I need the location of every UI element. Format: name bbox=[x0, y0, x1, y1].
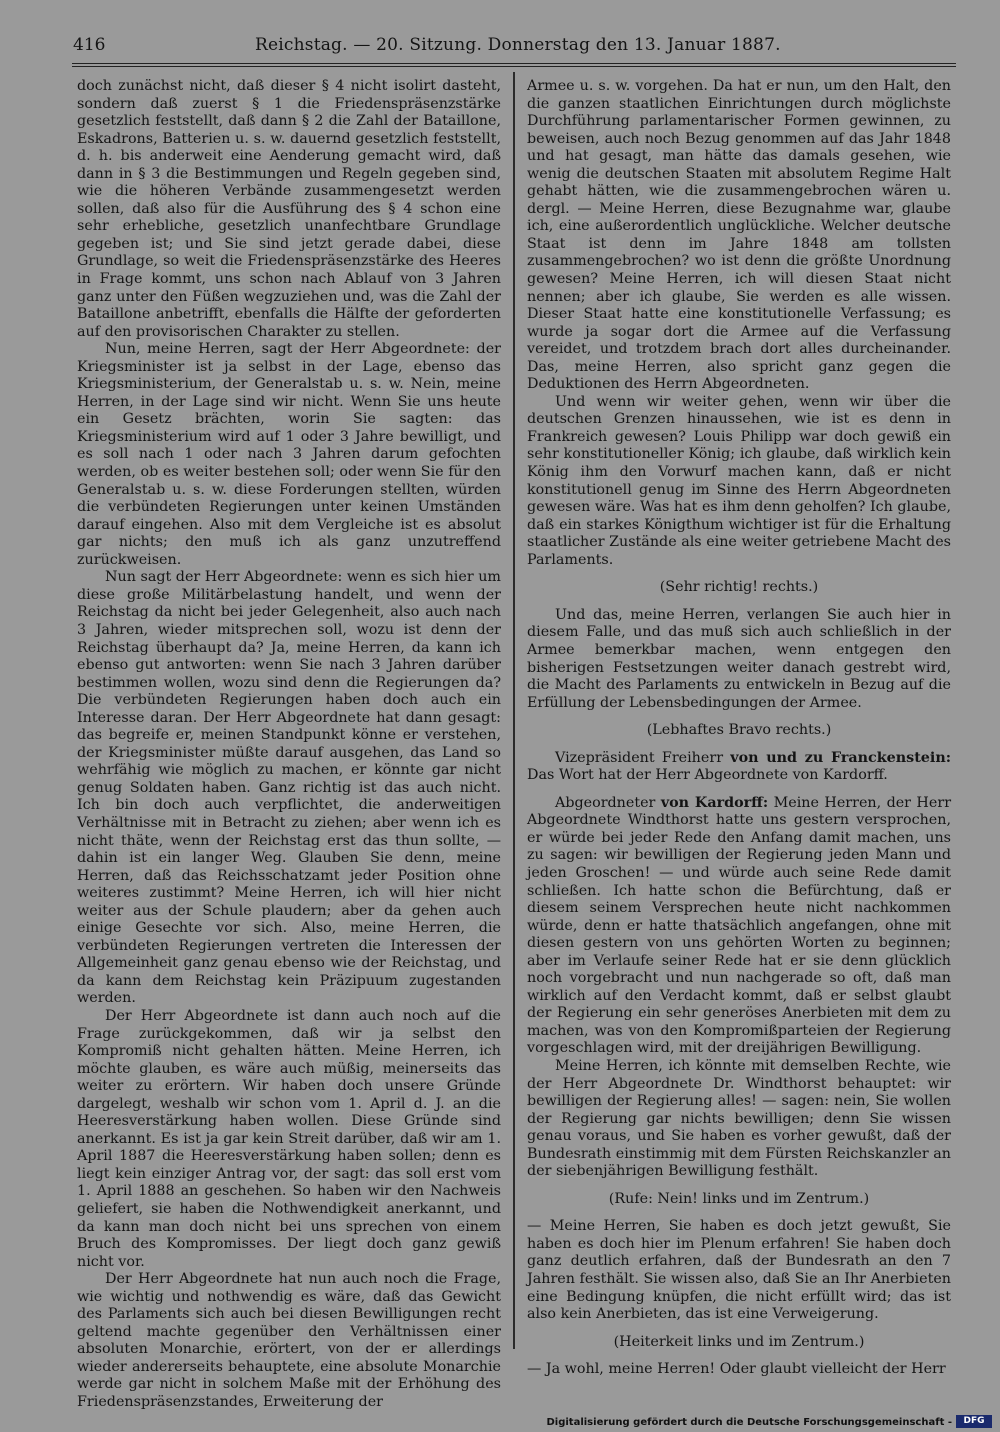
paragraph: Nun, meine Herren, sagt der Herr Abgeordnete: der Kriegsminister ist ja selbst in der Lage, ebenso das Kriegsministerium, der Generalstab u. s. w. Nein, meine Herren, in der Lage sind wir nicht. Wenn Sie uns heute ein Gesetz brächten, worin Sie sagten: das Kriegsministerium wird auf 1 oder 3 Jahre bewilligt, und es soll nach 1 oder nach 3 Jahren darum gefochten werden, ob es weiter bestehen soll; oder wenn Sie für den Generalstab u. s. w. diese Forderungen stellten, würden die verbündeten Regierungen unter keinen Umständen darauf eingehen. Also mit dem Vergleiche ist es absolut gar nichts; den muß ich als ganz unzutreffend zurückweisen. bbox=[77, 341, 501, 568]
running-head: Reichstag. — 20. Sitzung. Donnerstag den 13. Januar 1887. bbox=[255, 35, 781, 55]
paragraph: — Ja wohl, meine Herren! Oder glaubt vielleicht der Herr bbox=[527, 1361, 946, 1378]
paragraph: Der Herr Abgeordnete hat nun auch noch die Frage, wie wichtig und nothwendig es wäre, daß das Gewicht des Parlaments sich auch bei diesen Bewilligungen recht geltend machte gegenüber den Verhältnissen einer absoluten Monarchie, erörtert, von der er allerdings wieder andererseits behauptete, eine absolute Monarchie werde gar nicht in solchem Maße mit der Erhöhung des Friedenspräsenzstandes, Erweiterung der bbox=[77, 1271, 501, 1411]
paragraph: — Meine Herren, Sie haben es doch jetzt gewußt, Sie haben es doch hier im Plenum erfahren! Sie haben doch ganz deutlich erfahren, daß der Bundesrath an den 7 Jahren festhält. Sie wissen also, daß Sie an Ihr Anerbieten eine Bedingung knüpfen, die nicht erfüllt wird; das ist also kein Anerbieten, das ist eine Verweigerung. bbox=[527, 1218, 951, 1323]
speaker-role: Vizepräsident Freiherr bbox=[555, 749, 731, 766]
interjection: (Heiterkeit links und im Zentrum.) bbox=[613, 1333, 865, 1350]
paragraph: Und das, meine Herren, verlangen Sie auch hier in diesem Falle, und das muß sich auch schließlich in der Armee bemerkbar machen, wenn entgegen den bisherigen Festsetzungen weiter danach gestrebt wird, die Macht des Parlaments zu entwickeln in Bezug auf die Erfüllung der Lebensbedingungen der Armee. bbox=[527, 606, 951, 711]
paragraph: Armee u. s. w. vorgehen. Da hat er nun, um den Halt, den die ganzen staatlichen Einrichtungen durch möglichste Durchführung parlamentarischer Formen gewinnen, zu beweisen, auch noch Bezug genommen auf das Jahr 1848 und hat gesagt, man hätte das damals gesehen, wie wenig die deutschen Staaten mit absolutem Regime Halt gehabt hätten, wie die zusammengebrochen wären u. dergl. — Meine Herren, diese Bezugnahme war, glaube ich, eine außerordentlich unglückliche. Welcher deutsche Staat ist denn im Jahre 1848 am tollsten zusammengebrochen? wo ist denn die größte Unordnung gewesen? Meine Herren, ich will diesen Staat nicht nennen; aber ich glaube, Sie werden es alle wissen. Dieser Staat hatte eine konstitutionelle Verfassung; es wurde ja sogar dort die Armee auf die Verfassung vereidet, und trotzdem brach dort alles durcheinander. Das, meine Herren, also spricht ganz gegen die Deduktionen des Herrn Abgeordneten. bbox=[527, 78, 951, 393]
interjection: (Rufe: Nein! links und im Zentrum.) bbox=[608, 1190, 870, 1207]
speaker-name: von Kardorff: bbox=[660, 794, 769, 811]
interjection: (Sehr richtig! rechts.) bbox=[659, 579, 819, 596]
paragraph: Nun sagt der Herr Abgeordnete: wenn es sich hier um diese große Militärbelastung handelt, und wenn der Reichstag da nicht bei jeder Gelegenheit, also auch nach 3 Jahren, wieder mitsprechen soll, wozu ist denn der Reichstag überhaupt da? Ja, meine Herren, da kann ich ebenso gut antworten: wenn Sie nach 3 Jahren darüber bestimmen wollen, wozu sind denn die Regierungen da? Die verbündeten Regierungen haben doch auch ein Interesse daran. Der Herr Abgeordnete hat dann gesagt: das begreife er, meinen Standpunkt könne er verstehen, der Kriegsminister müßte darauf ausgehen, das Land so wehrfähig wie möglich zu machen, er könnte gar nicht genug Soldaten haben. Ganz richtig ist das auch nicht. Ich bin doch auch verpflichtet, die anderweitigen Verhältnisse mit in Betracht zu ziehen; aber wenn ich es nicht thäte, wenn der Reichstag erst das thun sollte, — dahin ist ein langer Weg. Glauben Sie denn, meine Herren, daß das Reichsschatzamt jeder Position ohne weiteres zustimmt? Meine Herren, ich will hier nicht weiter aus der Schule plaudern; aber da gehen auch einige Gesechte vor sich. Also, meine Herren, die verbündeten Regierungen vertreten die Interessen der Allgemeinheit ganz genau ebenso wie der Reichstag, und da kann dem Reichstag kein Präzipuum zugestanden werden. bbox=[77, 569, 501, 1007]
speaker-text: Meine Herren, der Herr Abgeordnete Windthorst hatte uns gestern versprochen, er würde bei jeder Rede den Anfang damit machen, uns zu sagen: wir bewilligen der Regierung jeden Mann und jeden Groschen! — und würde auch seine Rede damit schließen. Ich hatte schon die Befürchtung, daß er diesem seinem Versprechen heute nicht nachkommen würde, denn er hatte thatsächlich angefangen, ohne mit diesen gestern von uns gehörten Worten zu beginnen; aber im Verlaufe seiner Rede hat er sie denn glücklich noch vorgebracht und nun nachgerade so oft, daß man wirklich auf den Verdacht kommt, daß er selbst glaubt der Regierung ein sehr generöses Anerbieten mit dem zu machen, was von den Kompromißparteien der Regierung vorgeschlagen wird, mit der dreijährigen Bewilligung. bbox=[527, 794, 952, 1057]
speaker-intro bbox=[527, 750, 951, 785]
paragraph: Der Herr Abgeordnete ist dann auch noch auf die Frage zurückgekommen, daß wir ja selbst den Kompromiß nicht gehalten hätten. Meine Herren, ich möchte glauben, es wäre auch müßig, meinerseits das weiter zu erörtern. Wir haben doch unsere Gründe dargelegt, weshalb wir schon vom 1. April d. J. an die Heeresverstärkung haben wollen. Diese Gründe sind anerkannt. Es ist ja gar kein Streit darüber, daß wir am 1. April 1887 die Heeresverstärkung haben sollen; denn es liegt kein einziger Antrag vor, der sagt: das soll erst vom 1. April 1888 an geschehen. So haben wir den Nachweis geliefert, sie haben die Nothwendigkeit anerkannt, und da kann man doch nicht bei uns sprechen von einem Bruch des Kompromisses. Der liegt doch ganz gewiß nicht vor. bbox=[77, 1007, 501, 1270]
dfg-logo: DFG bbox=[956, 1415, 992, 1428]
header-rule-double bbox=[72, 66, 956, 67]
header-rule bbox=[72, 63, 956, 64]
speaker-paragraph bbox=[527, 795, 951, 1058]
speaker-name: von und zu Franckenstein: bbox=[730, 749, 951, 766]
left-column bbox=[77, 78, 501, 1412]
right-column bbox=[527, 78, 951, 1379]
digitization-note: Digitalisierung gefördert durch die Deutsche Forschungsgemeinschaft - bbox=[546, 1417, 952, 1428]
column-divider bbox=[513, 72, 515, 1349]
speaker-role: Abgeordneter bbox=[555, 794, 661, 811]
page-number: 416 bbox=[73, 35, 106, 55]
paragraph: doch zunächst nicht, daß dieser § 4 nicht isolirt dasteht, sondern daß zuerst § 1 die Friedenspräsenzstärke gesetzlich feststellt, daß dann § 2 die Zahl der Bataillone, Eskadrons, Batterien u. s. w. dauernd gesetzlich feststellt, d. h. bis anderweit eine Aenderung gemacht wird, daß dann in § 3 die Bestimmungen und Regeln gegeben sind, wie die höheren Verbände zusammengesetzt werden sollen, daß also für die Ausführung des § 4 schon eine sehr erhebliche, gesetzlich unanfechtbare Grundlage gegeben ist; und Sie sind jetzt gerade dabei, diese Grundlage, so weit die Friedenspräsenzstärke des Heeres in Frage kommt, uns schon nach Ablauf von 3 Jahren ganz unter den Füßen wegzuziehen und, was die Zahl der Bataillone anbetrifft, ebenfalls die Hälfte der geforderten auf den provisorischen Charakter zu stellen. bbox=[77, 78, 501, 340]
paragraph: Meine Herren, ich könnte mit demselben Rechte, wie der Herr Abgeordnete Dr. Windthorst behauptet: wir bewilligen der Regierung alles! — sagen: nein, Sie wollen der Regierung gar nichts bewilligen; denn Sie wissen genau voraus, und Sie haben es vorher gewußt, daß der Bundesrath einstimmig mit dem Fürsten Reichskanzler an der siebenjährigen Bewilligung festhält. bbox=[527, 1057, 951, 1180]
speaker-text: Das Wort hat der Herr Abgeordnete von Kardorff. bbox=[527, 767, 888, 784]
interjection: (Lebhaftes Bravo rechts.) bbox=[646, 722, 832, 739]
paragraph: Und wenn wir weiter gehen, wenn wir über die deutschen Grenzen hinaussehen, wie ist es denn in Frankreich gewesen? Louis Philipp war doch gewiß ein sehr konstitutioneller König; ich glaube, daß wirklich kein König ihm den Vorwurf machen kann, daß er nicht konstitutionell genug im Sinne des Herrn Abgeordneten gewesen wäre. Was hat es ihm denn geholfen? Ich glaube, daß ein starkes Königthum wichtiger ist für die Erhaltung staatlicher Zustände als eine weiter getriebene Macht des Parlaments. bbox=[527, 393, 951, 568]
